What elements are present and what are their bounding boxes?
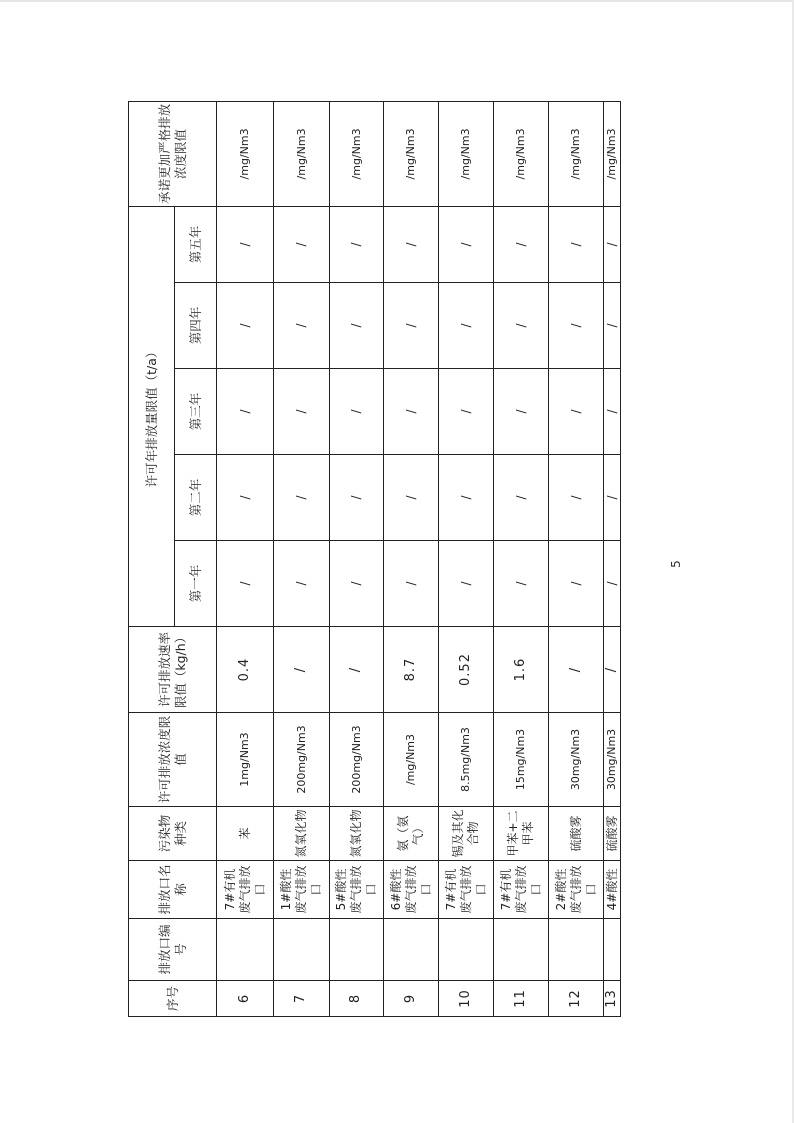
row-conc-limit-cell: 200mg/Nm3: [330, 713, 384, 807]
row-rate-limit-cell: 0.52: [439, 627, 494, 713]
row-year1-cell: /: [274, 541, 330, 627]
header-outlet-name: 排放口名称: [129, 861, 217, 919]
row-seq-cell: 10: [439, 981, 494, 1017]
header-year5: 第五年: [175, 206, 217, 282]
row-conc-limit-cell: 30mg/Nm3: [549, 713, 604, 807]
row-seq-cell: 9: [384, 981, 439, 1017]
header-year4: 第四年: [175, 283, 217, 369]
row-outlet-no-cell: [217, 919, 274, 981]
header-seq: 序号: [129, 981, 217, 1017]
row-outlet-name-cell: 6#酸性废气排放口: [384, 861, 439, 919]
row-pollutant-cell: 苯: [217, 807, 274, 861]
row-year4-cell: /: [439, 283, 494, 369]
table-row: [330, 101, 384, 1016]
row-year2-cell: /: [604, 455, 621, 541]
row-seq-cell: 6: [217, 981, 274, 1017]
row-outlet-no-cell: [494, 919, 549, 981]
row-outlet-name-cell: 7#有机废气排放口: [439, 861, 494, 919]
row-seq-cell: 13: [604, 981, 621, 1017]
row-strict-limit-cell: /mg/Nm3: [330, 101, 384, 206]
row-outlet-name-cell: 7#有机废气排放口: [217, 861, 274, 919]
row-year1-cell: /: [604, 541, 621, 627]
row-year5-cell: /: [549, 206, 604, 282]
table-row: [494, 101, 549, 1016]
row-year4-cell: /: [274, 283, 330, 369]
header-year2: 第二年: [175, 455, 217, 541]
row-year3-cell: /: [384, 369, 439, 455]
row-rate-limit-cell: /: [604, 627, 621, 713]
row-year2-cell: /: [217, 455, 274, 541]
row-year1-cell: /: [384, 541, 439, 627]
row-year3-cell: /: [604, 369, 621, 455]
table-row: [274, 101, 330, 1016]
page-number: 5: [668, 560, 683, 568]
row-seq-cell: 12: [549, 981, 604, 1017]
row-year3-cell: /: [217, 369, 274, 455]
emission-permit-table: [128, 101, 621, 1017]
row-rate-limit-cell: /: [549, 627, 604, 713]
row-year2-cell: /: [439, 455, 494, 541]
row-year4-cell: /: [217, 283, 274, 369]
row-year2-cell: /: [494, 455, 549, 541]
row-year3-cell: /: [330, 369, 384, 455]
row-strict-limit-cell: /mg/Nm3: [494, 101, 549, 206]
row-year2-cell: /: [330, 455, 384, 541]
header-year3: 第三年: [175, 369, 217, 455]
row-year3-cell: /: [494, 369, 549, 455]
row-seq-cell: 11: [494, 981, 549, 1017]
row-rate-limit-cell: 8.7: [384, 627, 439, 713]
table-row: [604, 101, 621, 1016]
table-row: [384, 101, 439, 1016]
row-strict-limit-cell: /mg/Nm3: [274, 101, 330, 206]
row-rate-limit-cell: 1.6: [494, 627, 549, 713]
row-year5-cell: /: [439, 206, 494, 282]
row-outlet-no-cell: [439, 919, 494, 981]
row-year3-cell: /: [549, 369, 604, 455]
row-year5-cell: /: [274, 206, 330, 282]
row-year4-cell: /: [549, 283, 604, 369]
row-outlet-name-cell: 7#有机废气排放口: [494, 861, 549, 919]
row-year2-cell: /: [384, 455, 439, 541]
row-outlet-no-cell: [330, 919, 384, 981]
row-year4-cell: /: [604, 283, 621, 369]
row-year2-cell: /: [549, 455, 604, 541]
header-pollutant: 污染物种类: [129, 807, 217, 861]
row-year5-cell: /: [217, 206, 274, 282]
row-year5-cell: /: [604, 206, 621, 282]
table-body: [129, 101, 621, 1016]
row-rate-limit-cell: /: [330, 627, 384, 713]
row-outlet-name-cell: 2#酸性废气排放口: [549, 861, 604, 919]
row-outlet-name-cell: 5#酸性废气排放口: [330, 861, 384, 919]
table-row: [549, 101, 604, 1016]
row-conc-limit-cell: 30mg/Nm3: [604, 713, 621, 807]
rotated-table-container: [128, 102, 619, 1017]
row-outlet-no-cell: [549, 919, 604, 981]
page-edge-top: [0, 0, 794, 2]
row-year2-cell: /: [274, 455, 330, 541]
row-outlet-no-cell: [384, 919, 439, 981]
row-outlet-name-cell: 1#酸性废气排放口: [274, 861, 330, 919]
row-seq-cell: 7: [274, 981, 330, 1017]
row-year1-cell: /: [494, 541, 549, 627]
row-rate-limit-cell: /: [274, 627, 330, 713]
row-year1-cell: /: [330, 541, 384, 627]
row-rate-limit-cell: 0.4: [217, 627, 274, 713]
header-row-1: [129, 101, 175, 1016]
row-year4-cell: /: [330, 283, 384, 369]
row-year1-cell: /: [549, 541, 604, 627]
row-conc-limit-cell: 1mg/Nm3: [217, 713, 274, 807]
row-year4-cell: /: [494, 283, 549, 369]
permit-table-wrapper: [128, 102, 619, 1017]
row-pollutant-cell: 锡及其化合物: [439, 807, 494, 861]
row-pollutant-cell: 氮氧化物: [330, 807, 384, 861]
row-pollutant-cell: 甲苯+二甲苯: [494, 807, 549, 861]
header-annual-limit: 许可年排放量限值（t/a）: [129, 206, 175, 626]
row-pollutant-cell: 氮氧化物: [274, 807, 330, 861]
header-strict-limit: 承诺更加严格排放浓度限值: [129, 101, 217, 206]
table-row: [439, 101, 494, 1016]
row-seq-cell: 8: [330, 981, 384, 1017]
row-pollutant-cell: 硫酸雾: [549, 807, 604, 861]
row-year3-cell: /: [439, 369, 494, 455]
header-year1: 第一年: [175, 541, 217, 627]
row-year1-cell: /: [439, 541, 494, 627]
row-outlet-no-cell: [274, 919, 330, 981]
row-conc-limit-cell: /mg/Nm3: [384, 713, 439, 807]
row-strict-limit-cell: /mg/Nm3: [439, 101, 494, 206]
row-strict-limit-cell: /mg/Nm3: [384, 101, 439, 206]
header-conc-limit: 许可排放浓度限值: [129, 713, 217, 807]
row-year1-cell: /: [217, 541, 274, 627]
table-row: [217, 101, 274, 1016]
row-strict-limit-cell: /mg/Nm3: [604, 101, 621, 206]
row-year5-cell: /: [384, 206, 439, 282]
row-conc-limit-cell: 200mg/Nm3: [274, 713, 330, 807]
row-year4-cell: /: [384, 283, 439, 369]
header-rate-limit: 许可排放速率限值（kg/h）: [129, 627, 217, 713]
row-year5-cell: /: [494, 206, 549, 282]
row-strict-limit-cell: /mg/Nm3: [549, 101, 604, 206]
row-outlet-name-cell: 4#酸性: [604, 861, 621, 919]
row-pollutant-cell: 氨（氨气）: [384, 807, 439, 861]
row-outlet-no-cell: [604, 919, 621, 981]
row-year3-cell: /: [274, 369, 330, 455]
row-conc-limit-cell: 15mg/Nm3: [494, 713, 549, 807]
row-year5-cell: /: [330, 206, 384, 282]
row-pollutant-cell: 硫酸雾: [604, 807, 621, 861]
header-outlet-no: 排放口编号: [129, 919, 217, 981]
row-strict-limit-cell: /mg/Nm3: [217, 101, 274, 206]
row-conc-limit-cell: 8.5mg/Nm3: [439, 713, 494, 807]
